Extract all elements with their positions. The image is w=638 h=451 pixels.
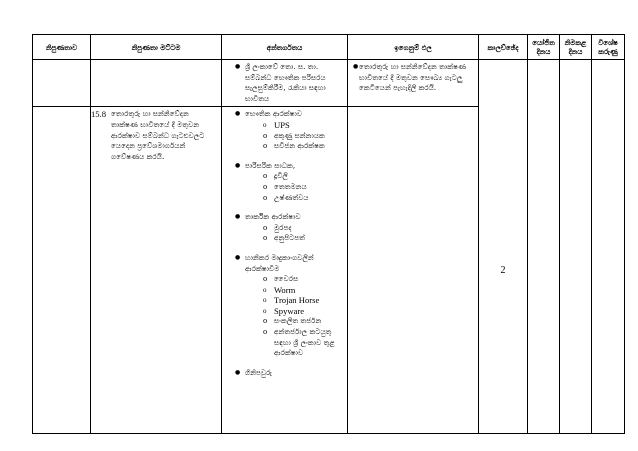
proposed-date-cell [528,107,560,434]
content-item: ● ශ්‍රී ලංකාවේ තො. ස. තා. සම්බන්ධ භෞතික පරිසරය සැලසුම්කිරීම, රැකියා සඳහා භාවිතය [235,62,344,104]
outcome-cell [348,107,479,434]
content-subitem: o මුරපද [263,223,344,234]
remarks-cell [592,107,625,434]
content-group [235,109,344,151]
content-subitem: o අකුණු සන්නායක [263,131,344,142]
competency-level-cell [91,60,222,107]
content-subitem: o තෙතමනය [263,182,344,193]
completed-date-cell [560,60,592,107]
competency-level-cell [91,107,222,434]
content-subitem: o උෂ්ණත්වය [263,193,344,204]
header-content: අන්තර්ගතය [222,35,348,60]
content-subitem: o Worm [263,285,344,296]
outcome-cell [348,60,479,107]
level-text: තොරතුරු හා සන්නිවේදන තාක්ෂණ භාවිතයේ දී මතුවන ආරක්ෂාව සම්බන්ධ ගැටළුවලට යෙදෙන ප්‍රවේශමාර්ගයන් ගවේෂණය කරයි. [111,109,205,161]
content-subitem: o UPS [263,120,344,131]
header-competency: නිපුණතාව [33,35,91,60]
header-completed-date: නිමකළ දිනය [560,35,592,60]
table-row [33,107,625,434]
content-subitem: o අන්තර්ජාල කටයුතු සඳහා ශ්‍රී ලංකාව තුළ ආරක්ෂාව [263,327,344,359]
group-spacer [235,244,344,253]
content-item-last: ● ගිනිපවුරු [235,368,344,379]
group-spacer [235,359,344,368]
content-subitem: o Trojan Horse [263,295,344,306]
content-cell [222,107,348,434]
periods-value: 2 [500,264,506,276]
header-competency-level: නිපුණතා මට්ටම [91,35,222,60]
competency-cell [33,107,91,434]
curriculum-table [32,34,625,434]
content-list [222,107,347,380]
header-row [33,35,625,60]
periods-cell [479,107,528,434]
content-cell [222,60,348,107]
header-learning-outcomes: ඉගෙනුම් ඵල [348,35,479,60]
header-proposed-date: යෝජිත දිනය [528,35,560,60]
completed-date-cell [560,107,592,434]
content-subitem: o අනුපිටපත් [263,233,344,244]
periods-cell [479,60,528,107]
content-group [235,253,344,359]
remarks-cell [592,60,625,107]
content-subitem: o Spyware [263,306,344,317]
outcome-item: ● තොරතුරු හා සන්නිවේදන තාක්ෂණ භාවිතයේ දී මතුවන සෞඛ්‍ය ගැටලු කෙටියෙන් පැහැදිලි කරයි. [351,62,475,94]
content-group [235,212,344,244]
content-subitem: o වෛරස [263,274,344,285]
level-number: 15.8 [91,109,107,120]
group-spacer [235,152,344,161]
content-group-label: භෞතික ආරක්ෂාව [245,109,303,119]
competency-cell [33,60,91,107]
table-row [33,60,625,107]
content-subitem: o දූවිලි [263,171,344,182]
header-remarks: විශේෂ කරුණු [592,35,625,60]
proposed-date-cell [528,60,560,107]
group-spacer [235,203,344,212]
content-group [235,161,344,203]
content-subitem: o සංකලිත තර්ජන [263,316,344,327]
content-group-label: හානිකර මෘදුකාංගවලින් ආරක්ෂාවීම [245,252,314,273]
header-periods: කාලච්ඡේද [479,35,528,60]
content-group-label: පාරිසරික සාධක, [245,160,296,170]
content-subitem: o සවිජන ආරක්ෂක [263,141,344,152]
content-group-label: තාර්කික ආරක්ෂාව [245,212,301,222]
